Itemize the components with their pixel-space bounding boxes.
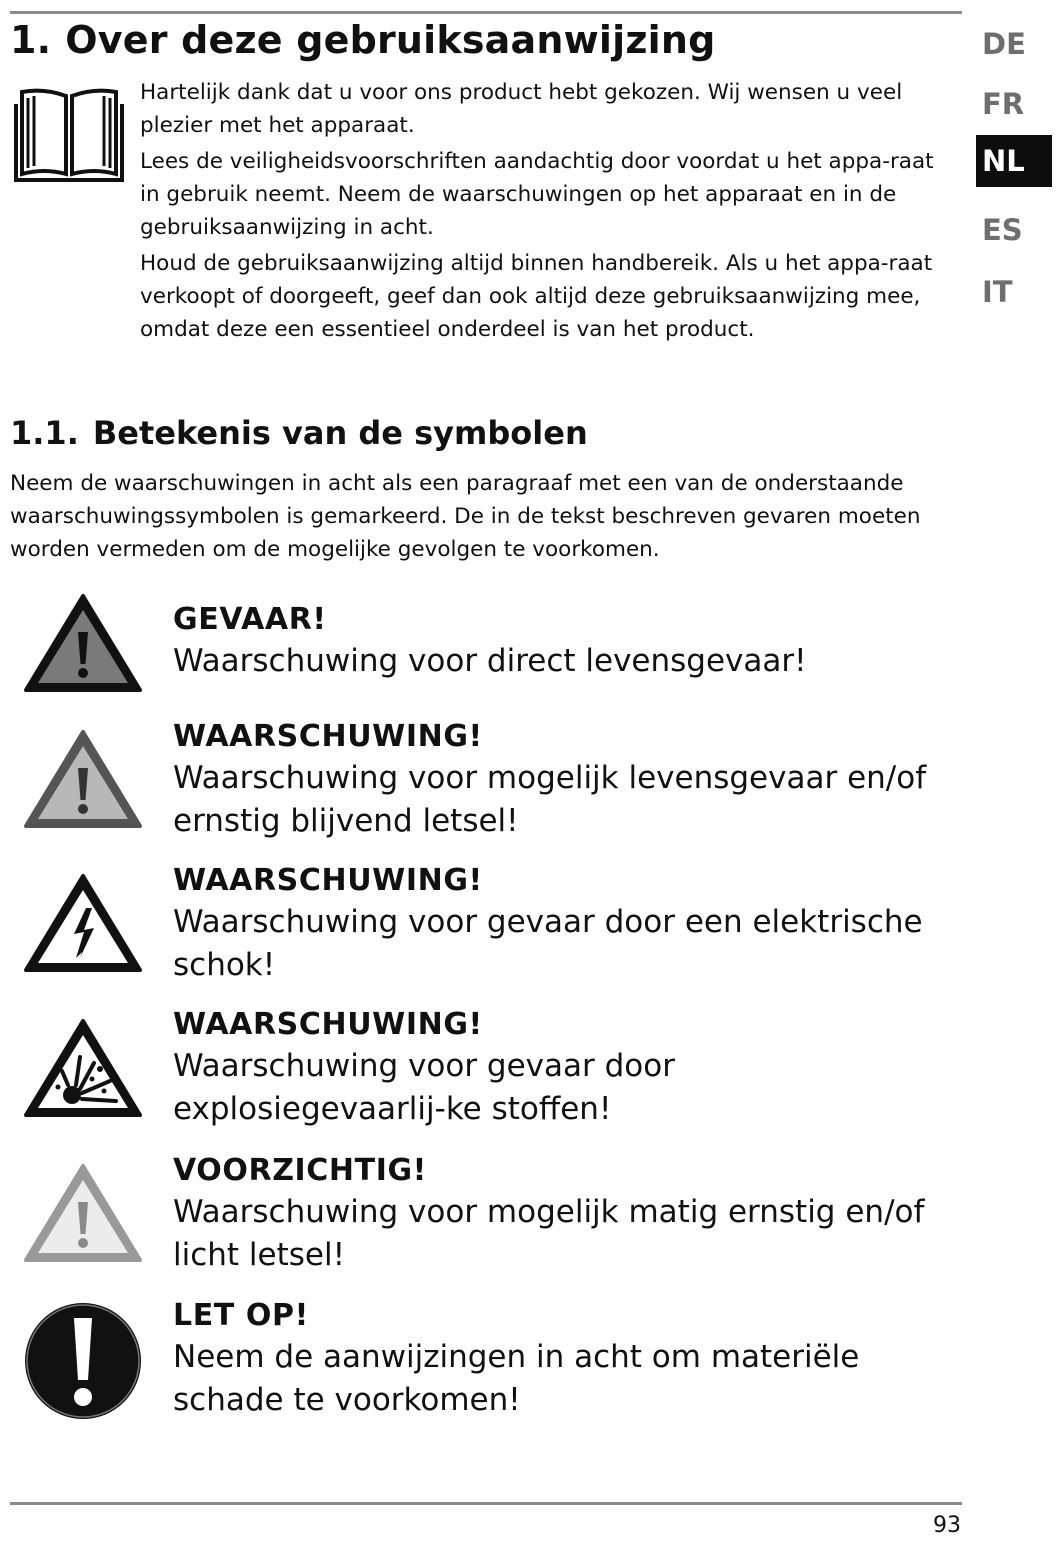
electric-shock-icon xyxy=(22,872,144,976)
section-title: 1.1. Betekenis van de symbolen xyxy=(10,414,588,452)
symbol-description: Waarschuwing voor mogelijk levensgevaar en/of ernstig blijvend letsel! xyxy=(173,760,927,839)
symbol-title: LET OP! xyxy=(173,1298,309,1333)
symbol-title: VOORZICHTIG! xyxy=(173,1153,427,1188)
top-rule xyxy=(10,11,962,14)
page-title: 1. Over deze gebruiksaanwijzing xyxy=(10,18,716,62)
language-tab-es[interactable]: ES xyxy=(982,213,1023,247)
symbol-title: GEVAAR! xyxy=(173,602,327,637)
intro-paragraph: Hartelijk dank dat u voor ons product hebt gekozen. Wij wensen u veel plezier met het apparaat. xyxy=(140,80,903,138)
symbol-title: WAARSCHUWING! xyxy=(173,719,483,754)
symbol-description: Waarschuwing voor mogelijk matig ernstig en/of licht letsel! xyxy=(173,1194,925,1273)
explosive-icon xyxy=(22,1017,144,1121)
notice-circle-icon xyxy=(22,1300,144,1422)
language-tab-it[interactable]: IT xyxy=(982,275,1013,309)
symbol-title: WAARSCHUWING! xyxy=(173,1007,483,1042)
language-tab-de[interactable]: DE xyxy=(982,27,1026,61)
intro-text xyxy=(140,76,955,349)
page-number: 93 xyxy=(933,1513,961,1538)
symbol-description: Waarschuwing voor gevaar door een elektrische schok! xyxy=(173,904,923,983)
bottom-rule xyxy=(10,1502,962,1505)
symbols-intro: Neem de waarschuwingen in acht als een paragraaf met een van de onderstaande waarschuwingssymbolen is gemarkeerd. De in de tekst beschreven gevaren moeten worden vermeden om de mogelijke gevolgen te voorkomen. xyxy=(10,471,921,562)
symbol-description: Waarschuwing voor direct levensgevaar! xyxy=(173,643,807,679)
symbol-title: WAARSCHUWING! xyxy=(173,863,483,898)
language-tab-fr[interactable]: FR xyxy=(982,87,1025,121)
intro-paragraph: Houd de gebruiksaanwijzing altijd binnen handbereik. Als u het appa-raat verkoopt of doorgeeft, geef dan ook altijd deze gebruiksaanwijzing mee, omdat deze een essentieel onderdeel is van het product. xyxy=(140,251,933,342)
symbol-description: Waarschuwing voor gevaar door explosiegevaarlij-ke stoffen! xyxy=(173,1048,675,1127)
warning-exclamation-icon xyxy=(22,728,144,832)
danger-warning-icon xyxy=(22,592,144,696)
language-tab-nl[interactable]: NL xyxy=(976,135,1052,187)
language-tabs xyxy=(976,0,1057,330)
caution-exclamation-icon xyxy=(22,1162,144,1266)
symbol-description: Neem de aanwijzingen in acht om materiële schade te voorkomen! xyxy=(173,1339,860,1418)
intro-paragraph: Lees de veiligheidsvoorschriften aandachtig door voordat u het appa-raat in gebruik neemt. Neem de waarschuwingen op het apparaat en in de gebruiksaanwijzing in acht. xyxy=(140,149,934,240)
manual-book-icon xyxy=(10,84,128,186)
